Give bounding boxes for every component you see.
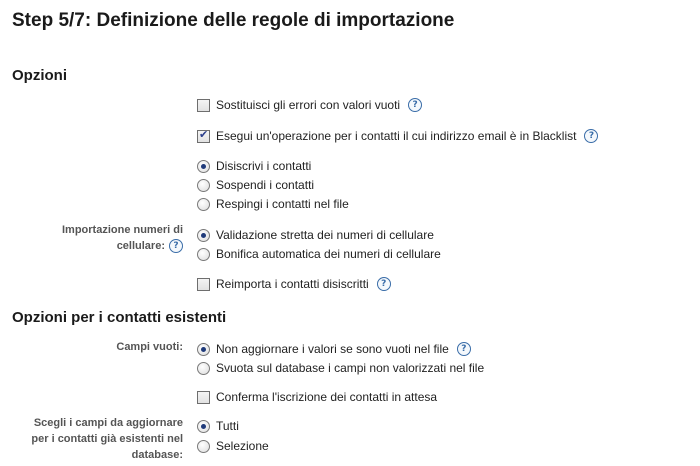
page-title: Step 5/7: Definizione delle regole di importazione: [12, 10, 455, 31]
empty-fields-choice-label: Non aggiornare i valori se sono vuoti nel file: [216, 342, 449, 356]
empty-fields-label: Campi vuoti:: [116, 341, 183, 353]
radio-button[interactable]: [197, 198, 210, 211]
empty-fields-choice-label: Svuota sul database i campi non valorizzati nel file: [216, 361, 485, 375]
fields-choice-selection[interactable]: [197, 439, 269, 453]
empty-fields-choice-clear[interactable]: [197, 361, 484, 375]
options-heading: Opzioni: [12, 67, 67, 84]
blacklist-choice-label: Disiscrivi i contatti: [216, 159, 312, 173]
reimport-unsubscribed-label: Reimporta i contatti disiscritti: [216, 277, 369, 291]
existing-contacts-heading: Opzioni per i contatti esistenti: [12, 309, 227, 326]
mobile-choice-auto-fix[interactable]: [197, 247, 441, 261]
replace-errors-option[interactable]: [197, 98, 422, 112]
replace-errors-label: Sostituisci gli errori con valori vuoti: [216, 98, 401, 112]
help-icon[interactable]: ?: [457, 342, 471, 356]
radio-button[interactable]: [197, 343, 210, 356]
confirm-pending-checkbox[interactable]: [197, 391, 210, 404]
blacklist-choice-unsubscribe[interactable]: [197, 159, 311, 173]
mobile-import-label-line2: cellulare:: [116, 240, 165, 252]
mobile-choice-strict[interactable]: [197, 228, 434, 242]
blacklist-choice-suspend[interactable]: [197, 178, 314, 192]
help-icon[interactable]: ?: [408, 98, 422, 112]
radio-button[interactable]: [197, 440, 210, 453]
blacklist-action-checkbox[interactable]: [197, 130, 210, 143]
fields-to-update-label: [3, 415, 183, 463]
empty-fields-choice-keep[interactable]: [197, 342, 471, 356]
blacklist-action-option[interactable]: [197, 129, 598, 143]
help-icon[interactable]: ?: [584, 129, 598, 143]
mobile-import-label: [13, 222, 183, 254]
radio-button[interactable]: [197, 362, 210, 375]
mobile-choice-label: Bonifica automatica dei numeri di cellulare: [216, 247, 441, 261]
blacklist-choice-label: Sospendi i contatti: [216, 178, 315, 192]
fields-label-line2: per i contatti già esistenti nel: [31, 433, 183, 445]
blacklist-choice-label: Respingi i contatti nel file: [216, 197, 349, 211]
fields-label-line3: database:: [131, 449, 183, 461]
mobile-choice-label: Validazione stretta dei numeri di cellulare: [216, 228, 434, 242]
fields-choice-all[interactable]: [197, 419, 239, 433]
radio-button[interactable]: [197, 248, 210, 261]
radio-button[interactable]: [197, 160, 210, 173]
fields-choice-label: Selezione: [216, 439, 269, 453]
blacklist-action-label: Esegui un'operazione per i contatti il cui indirizzo email è in Blacklist: [216, 129, 577, 143]
radio-button[interactable]: [197, 229, 210, 242]
help-icon[interactable]: ?: [169, 239, 183, 253]
blacklist-choice-bounce[interactable]: [197, 197, 349, 211]
confirm-pending-label: Conferma l'iscrizione dei contatti in attesa: [216, 390, 438, 404]
confirm-pending-option[interactable]: [197, 390, 437, 404]
replace-errors-checkbox[interactable]: [197, 99, 210, 112]
radio-button[interactable]: [197, 179, 210, 192]
reimport-unsubscribed-checkbox[interactable]: [197, 278, 210, 291]
fields-label-line1: Scegli i campi da aggiornare: [33, 417, 183, 429]
help-icon[interactable]: ?: [377, 277, 391, 291]
radio-button[interactable]: [197, 420, 210, 433]
fields-choice-label: Tutti: [216, 419, 239, 433]
reimport-unsubscribed-option[interactable]: [197, 277, 391, 291]
mobile-import-label-line1: Importazione numeri di: [61, 224, 183, 236]
